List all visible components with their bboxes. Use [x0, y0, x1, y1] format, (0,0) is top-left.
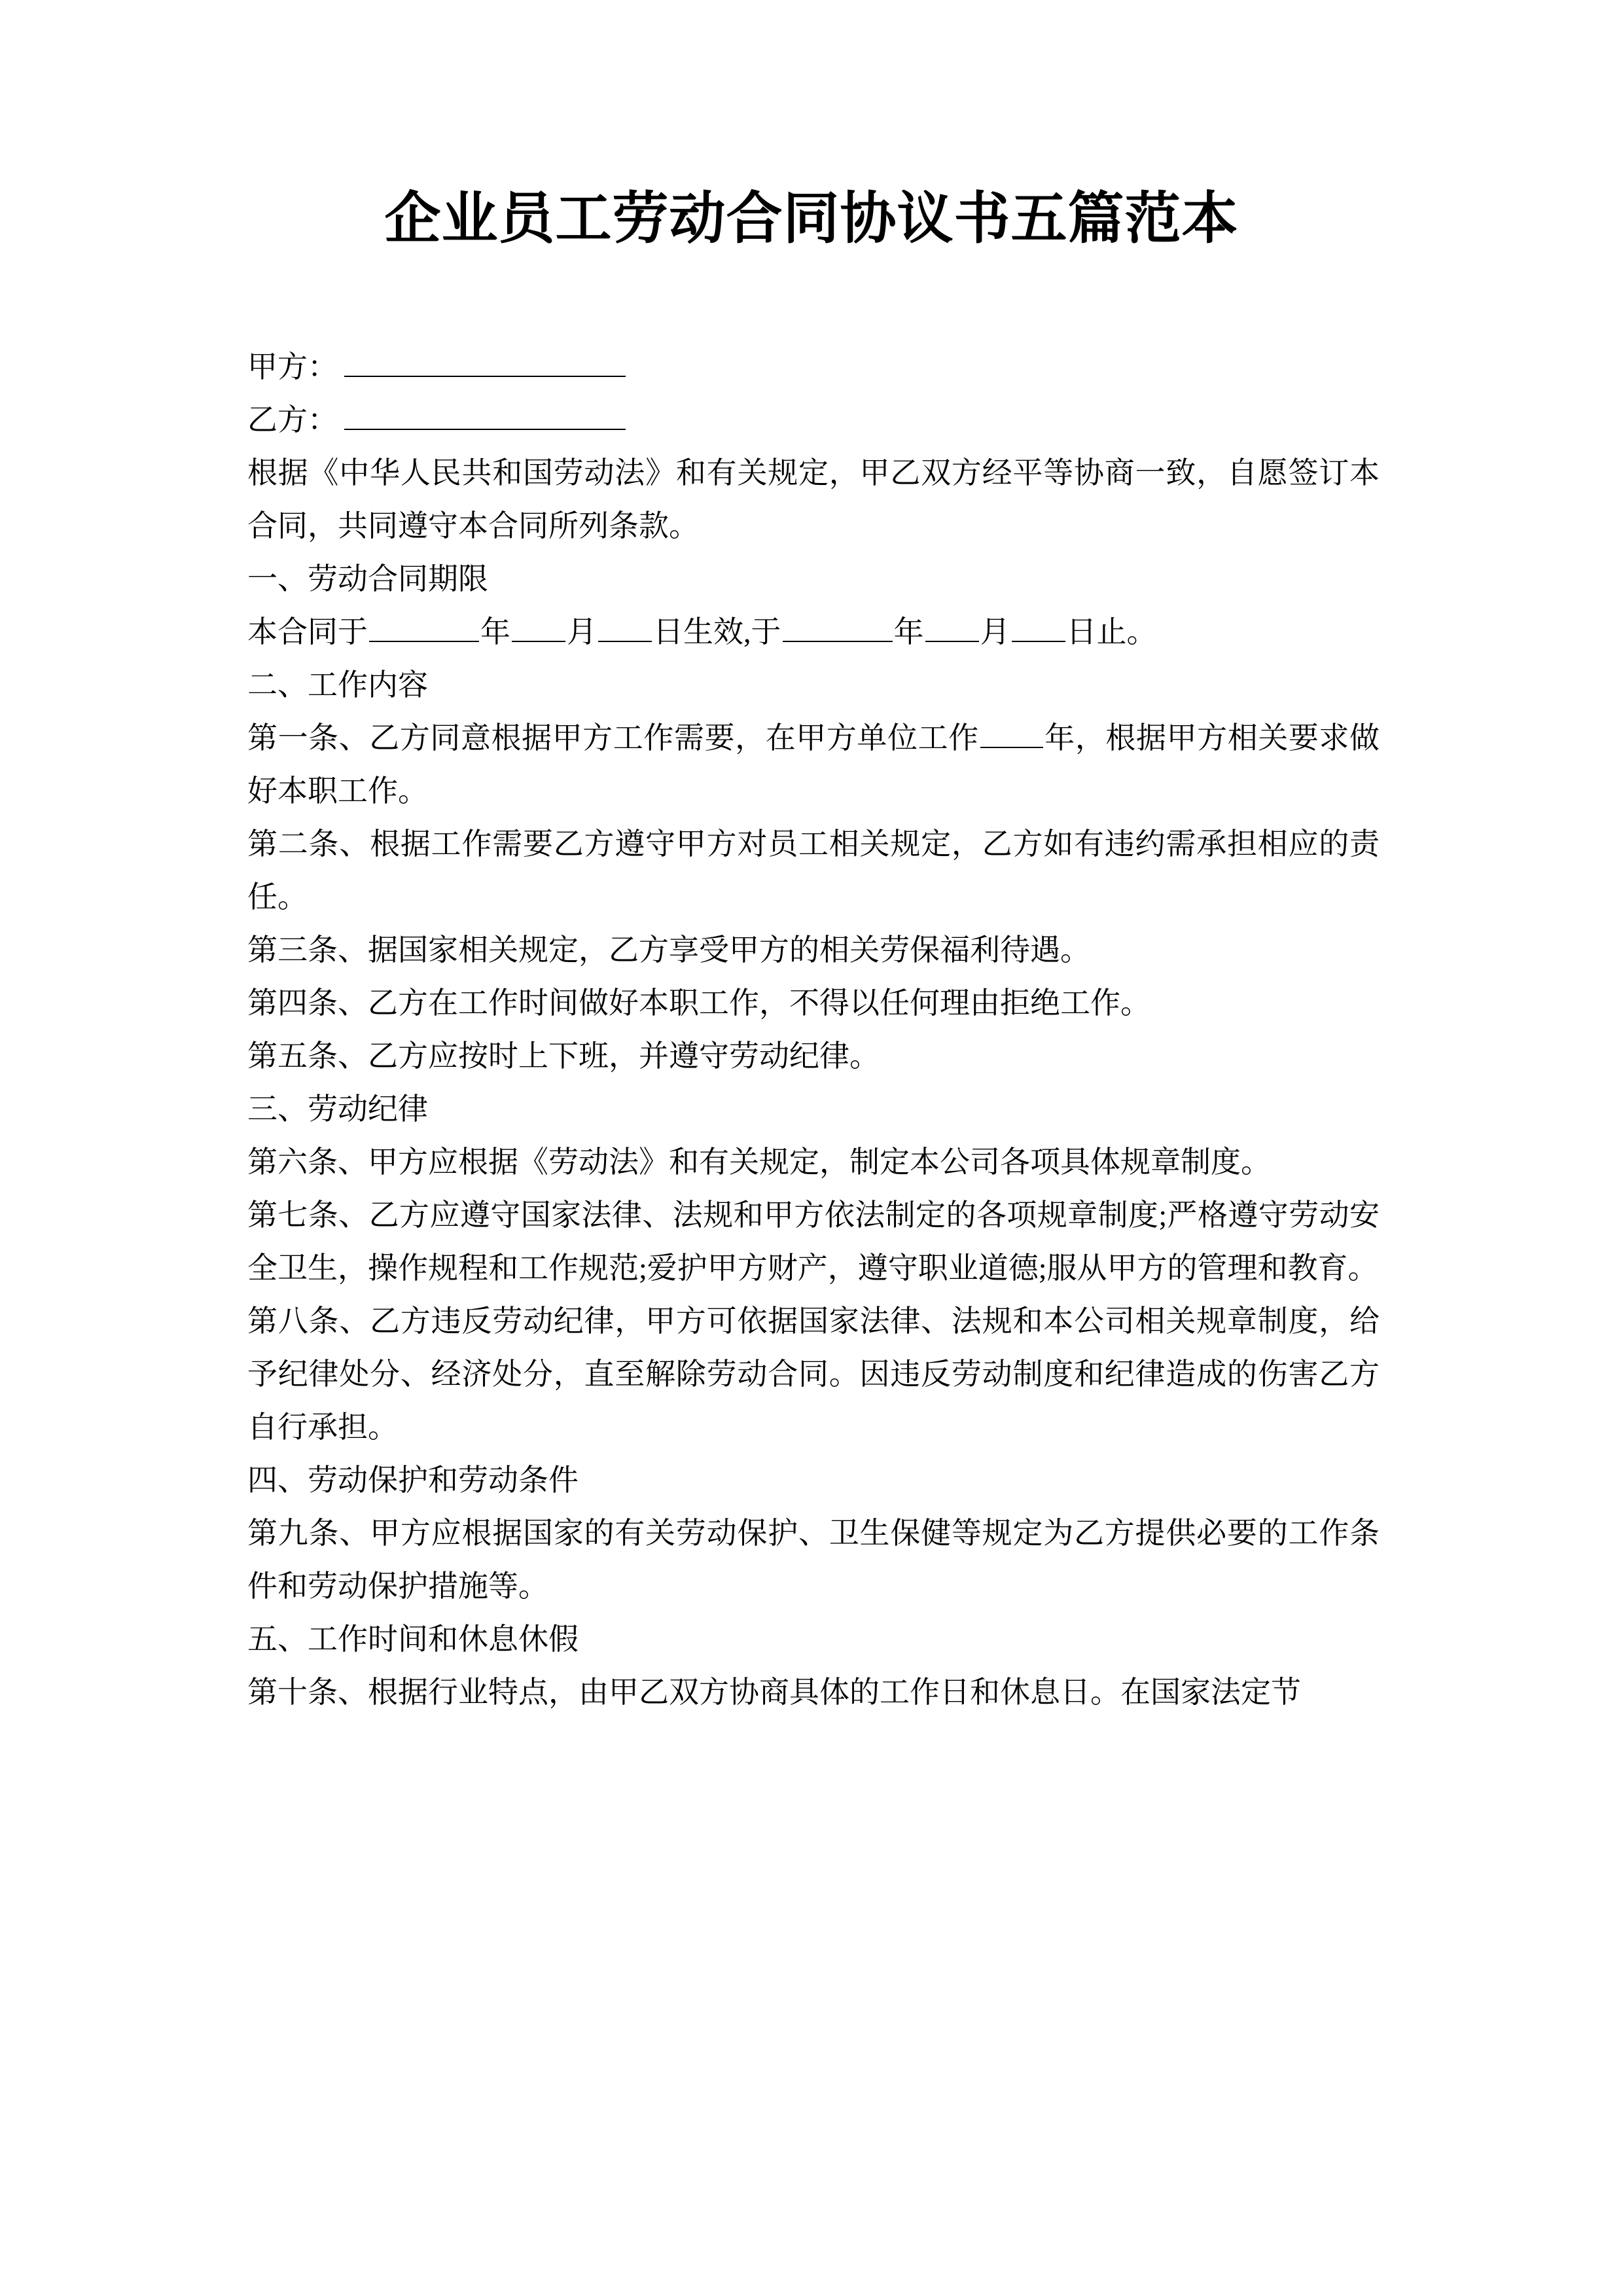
term-end-year-blank[interactable]: [783, 620, 893, 642]
party-second-label: 乙方：: [247, 403, 338, 437]
section-heading-1: 一、劳动合同期限: [247, 562, 488, 596]
section-heading-4: 四、劳动保护和劳动条件: [247, 1463, 579, 1497]
term-end-month-label: 月: [980, 615, 1010, 649]
clause-1: [247, 711, 1380, 817]
term-end-day-blank[interactable]: [1012, 620, 1065, 642]
clause-6: 第六条、甲方应根据《劳动法》和有关规定，制定本公司各项具体规章制度。: [247, 1145, 1271, 1179]
clause-1-text-after: 年，根据甲方相关要求做好本职工作。: [247, 721, 1380, 808]
party-first-label: 甲方：: [247, 350, 338, 384]
term-effective-label: 日生效,于: [653, 615, 781, 649]
clause-5: 第五条、乙方应按时上下班，并遵守劳动纪律。: [247, 1039, 880, 1073]
term-suffix: 日止。: [1066, 615, 1157, 649]
term-start-day-blank[interactable]: [598, 620, 652, 642]
clause-4: 第四条、乙方在工作时间做好本职工作，不得以任何理由拒绝工作。: [247, 986, 1150, 1020]
clause-2: 第二条、根据工作需要乙方遵守甲方对员工相关规定，乙方如有违约需承担相应的责任。: [247, 827, 1380, 914]
term-end-month-blank[interactable]: [925, 620, 979, 642]
clause-1-text-before: 第一条、乙方同意根据甲方工作需要，在甲方单位工作: [247, 721, 979, 755]
term-start-year-label: 年: [480, 615, 510, 649]
clause-1-term-blank[interactable]: [980, 726, 1043, 748]
term-start-month-blank[interactable]: [512, 620, 565, 642]
preamble-paragraph: 根据《中华人民共和国劳动法》和有关规定，甲乙双方经平等协商一致，自愿签订本合同，共同遵守本合同所列条款。: [247, 456, 1380, 543]
clause-3: 第三条、据国家相关规定，乙方享受甲方的相关劳保福利待遇。: [247, 933, 1090, 967]
term-prefix: 本合同于: [247, 615, 368, 649]
party-second-blank[interactable]: [344, 406, 626, 430]
document-body: [247, 340, 1380, 1719]
party-first-blank[interactable]: [344, 353, 626, 377]
clause-9: 第九条、甲方应根据国家的有关劳动保护、卫生保健等规定为乙方提供必要的工作条件和劳动保护措施等。: [247, 1516, 1380, 1603]
term-start-year-blank[interactable]: [369, 620, 479, 642]
section-heading-5: 五、工作时间和休息休假: [247, 1623, 579, 1656]
contract-term-line: [247, 605, 1380, 658]
term-end-year-label: 年: [893, 615, 924, 649]
page-title: 企业员工劳动合同协议书五篇范本: [384, 187, 1239, 250]
party-field-second: [247, 393, 1380, 446]
section-heading-2: 二、工作内容: [247, 668, 428, 702]
clause-7: 第七条、乙方应遵守国家法律、法规和甲方依法制定的各项规章制度;严格遵守劳动安全卫生，操作规程和工作规范;爱护甲方财产，遵守职业道德;服从甲方的管理和教育。: [247, 1198, 1380, 1285]
party-field-first: [247, 340, 1380, 393]
clause-10: 第十条、根据行业特点，由甲乙双方协商具体的工作日和休息日。在国家法定节: [247, 1676, 1301, 1709]
term-start-month-label: 月: [567, 615, 597, 649]
section-heading-3: 三、劳动纪律: [247, 1092, 428, 1126]
clause-8: 第八条、乙方违反劳动纪律，甲方可依据国家法律、法规和本公司相关规章制度，给予纪律处分、经济处分，直至解除劳动合同。因违反劳动制度和纪律造成的伤害乙方自行承担。: [247, 1304, 1380, 1444]
